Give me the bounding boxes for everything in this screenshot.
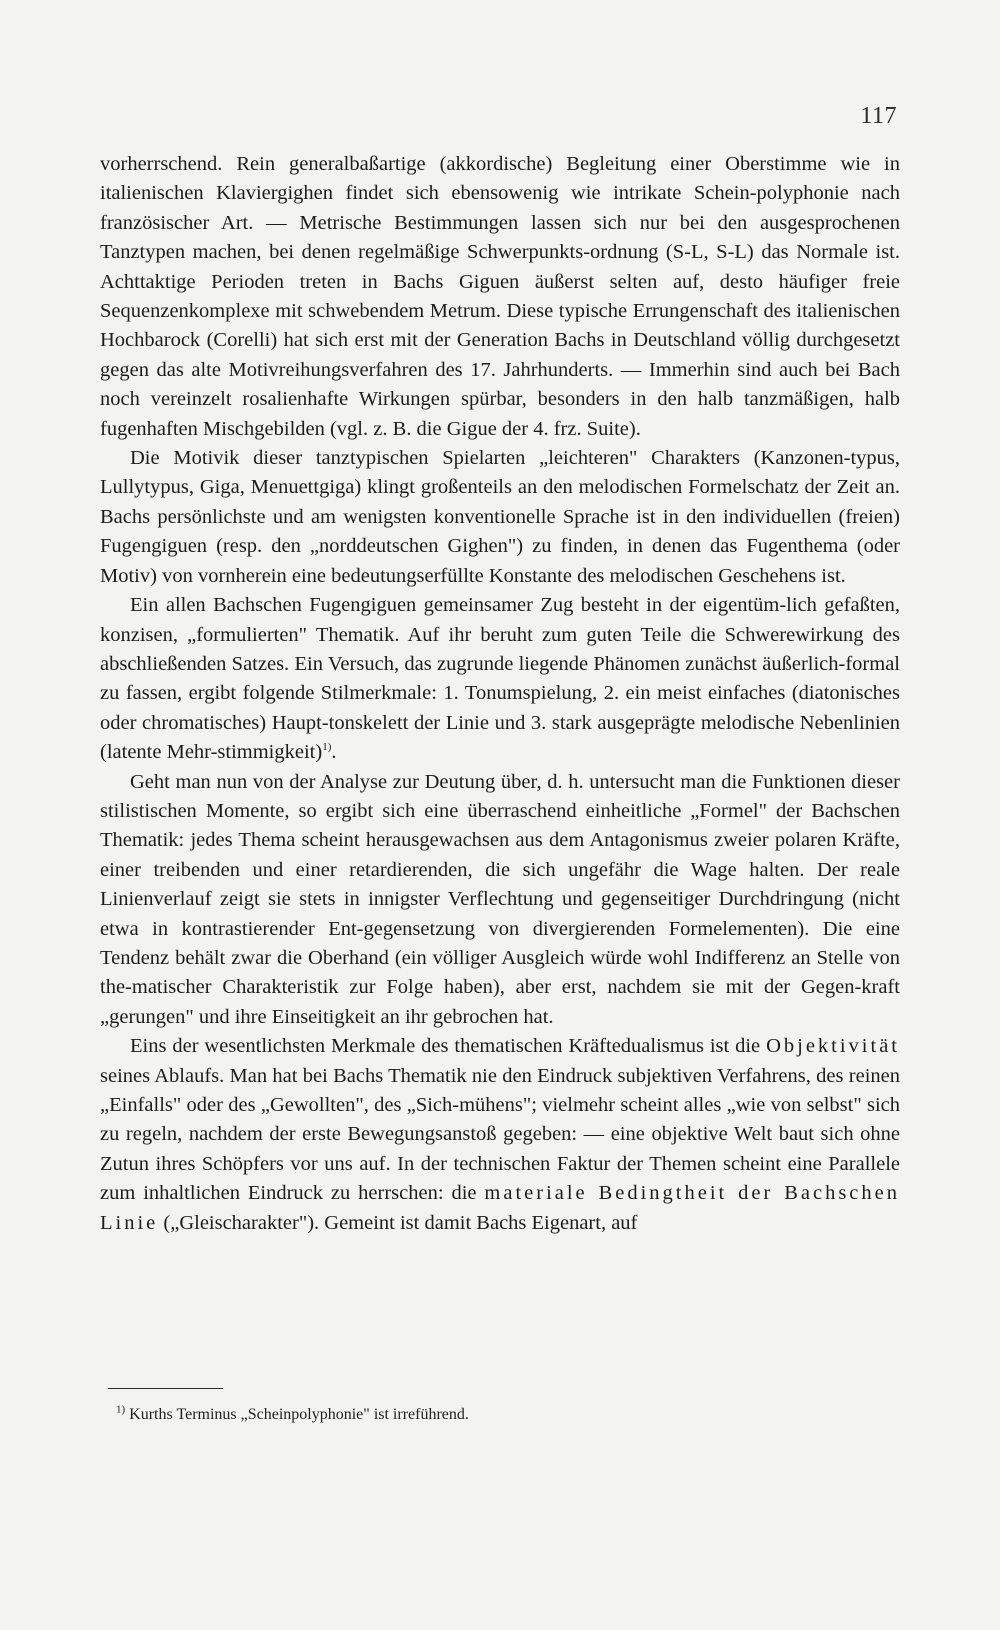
paragraph-3-text: Ein allen Bachschen Fugengiguen gemeinsamer Zug besteht in der eigentüm-lich gefaßten, konzisen, „formulierten" Thematik. Auf ihr beruht zum guten Teile die Schwerewirkung des abschließenden Satzes. Ein Versuch, das zugrunde liegende Phänomen zunächst äußerlich-formal zu fassen, ergibt folgende Stilmerkmale: 1. Tonumspielung, 2. ein meist einfaches (diatonisches oder chromatisches) Haupt-tonskelett der Linie und 3. stark ausgeprägte melodische Nebenlinien (latente Mehr-stimmigkeit) <box>100 594 900 764</box>
footnote-divider <box>108 1388 223 1389</box>
emphasis-objectivity: Objektivität <box>766 1035 900 1058</box>
footnote <box>116 1404 896 1426</box>
paragraph-5-start: Eins der wesentlichsten Merkmale des thematischen Kräftedualismus ist die <box>130 1035 761 1058</box>
paragraph-2: Die Motivik dieser tanztypischen Spielarten „leichteren" Charakters (Kanzonen-typus, Lullytypus, Giga, Menuettgiga) klingt großenteils an den melodischen Formelschatz der Zeit an. Bachs persönlichste und am wenigsten konventionelle Sprache ist in den individuellen (freien) Fugengiguen (resp. den „norddeutschen Gighen") zu finden, in denen das Fugenthema (oder Motiv) von vornherein eine bedeutungserfüllte Konstante des melodischen Geschehens ist. <box>100 447 900 587</box>
main-text <box>100 150 900 1238</box>
paragraph-5-end: („Gleischarakter"). Gemeint ist damit Bachs Eigenart, auf <box>163 1211 638 1234</box>
paragraph-4: Geht man nun von der Analyse zur Deutung über, d. h. untersucht man die Funktionen dieser stilistischen Momente, so ergibt sich eine überraschend einheitliche „Formel" der Bachschen Thematik: jedes Thema scheint herausgewachsen aus dem Antagonismus zweier polaren Kräfte, einer treibenden und einer retardierenden, die sich ungefähr die Wage halten. Der reale Linienverlauf zeigt sie stets in innigster Verflechtung und gegenseitiger Durchdringung (nicht etwa in kontrastierender Ent-gegensetzung von divergierenden Formelementen). Die eine Tendenz behält zwar die Oberhand (ein völliger Ausgleich würde wohl Indifferenz an Stelle von the-matischer Charakteristik zur Folge haben), aber erst, nachdem sie mit der Gegen-kraft „gerungen" und ihre Einseitigkeit an ihr gebrochen hat. <box>100 770 900 1028</box>
paragraph-3 <box>100 591 900 767</box>
footnote-text: Kurths Terminus „Scheinpolyphonie" ist irreführend. <box>129 1406 469 1423</box>
paragraph-5 <box>100 1032 900 1238</box>
footnote-reference: 1) <box>322 741 332 754</box>
paragraph-5-middle: seines Ablaufs. Man hat bei Bachs Thematik nie den Eindruck subjektiven Verfahrens, des reinen „Einfalls" oder des „Gewollten", des „Sich-mühens"; vielmehr scheint alles „wie von selbst" sich zu regeln, nachdem der erste Bewegungsanstoß gegeben: — eine objektive Welt baut sich ohne Zutun ihres Schöpfers vor uns auf. In der technischen Faktur der Themen scheint eine Parallele zum inhaltlichen Eindruck zu herrschen: die <box>100 1064 900 1205</box>
footnote-marker: 1) <box>116 1403 126 1416</box>
paragraph-1: vorherrschend. Rein generalbaßartige (akkordische) Begleitung einer Oberstimme wie in italienischen Klaviergighen findet sich ebensowenig wie intrikate Schein-polyphonie nach französischer Art. — Metrische Bestimmungen lassen sich nur bei den ausgesprochenen Tanztypen machen, bei denen regelmäßige Schwerpunkts-ordnung (S-L, S-L) das Normale ist. Achttaktige Perioden treten in Bachs Giguen äußerst selten auf, desto häufiger freie Sequenzenkomplexe mit schwebendem Metrum. Diese typische Errungenschaft des italienischen Hochbarock (Corelli) hat sich erst mit der Generation Bachs in Deutschland völlig durchgesetzt gegen das alte Motivreihungsverfahren des 17. Jahrhunderts. — Immerhin sind auch bei Bach noch vereinzelt rosalienhafte Wirkungen spürbar, besonders in den halb tanzmäßigen, halb fugenhaften Mischgebilden (vgl. z. B. die Gigue der 4. frz. Suite). <box>100 153 900 440</box>
emphasis-material-condition: materiale Bedingtheit der Bachschen Linie <box>100 1182 900 1234</box>
paragraph-3-end: . <box>331 741 337 764</box>
page-number: 117 <box>860 103 897 129</box>
